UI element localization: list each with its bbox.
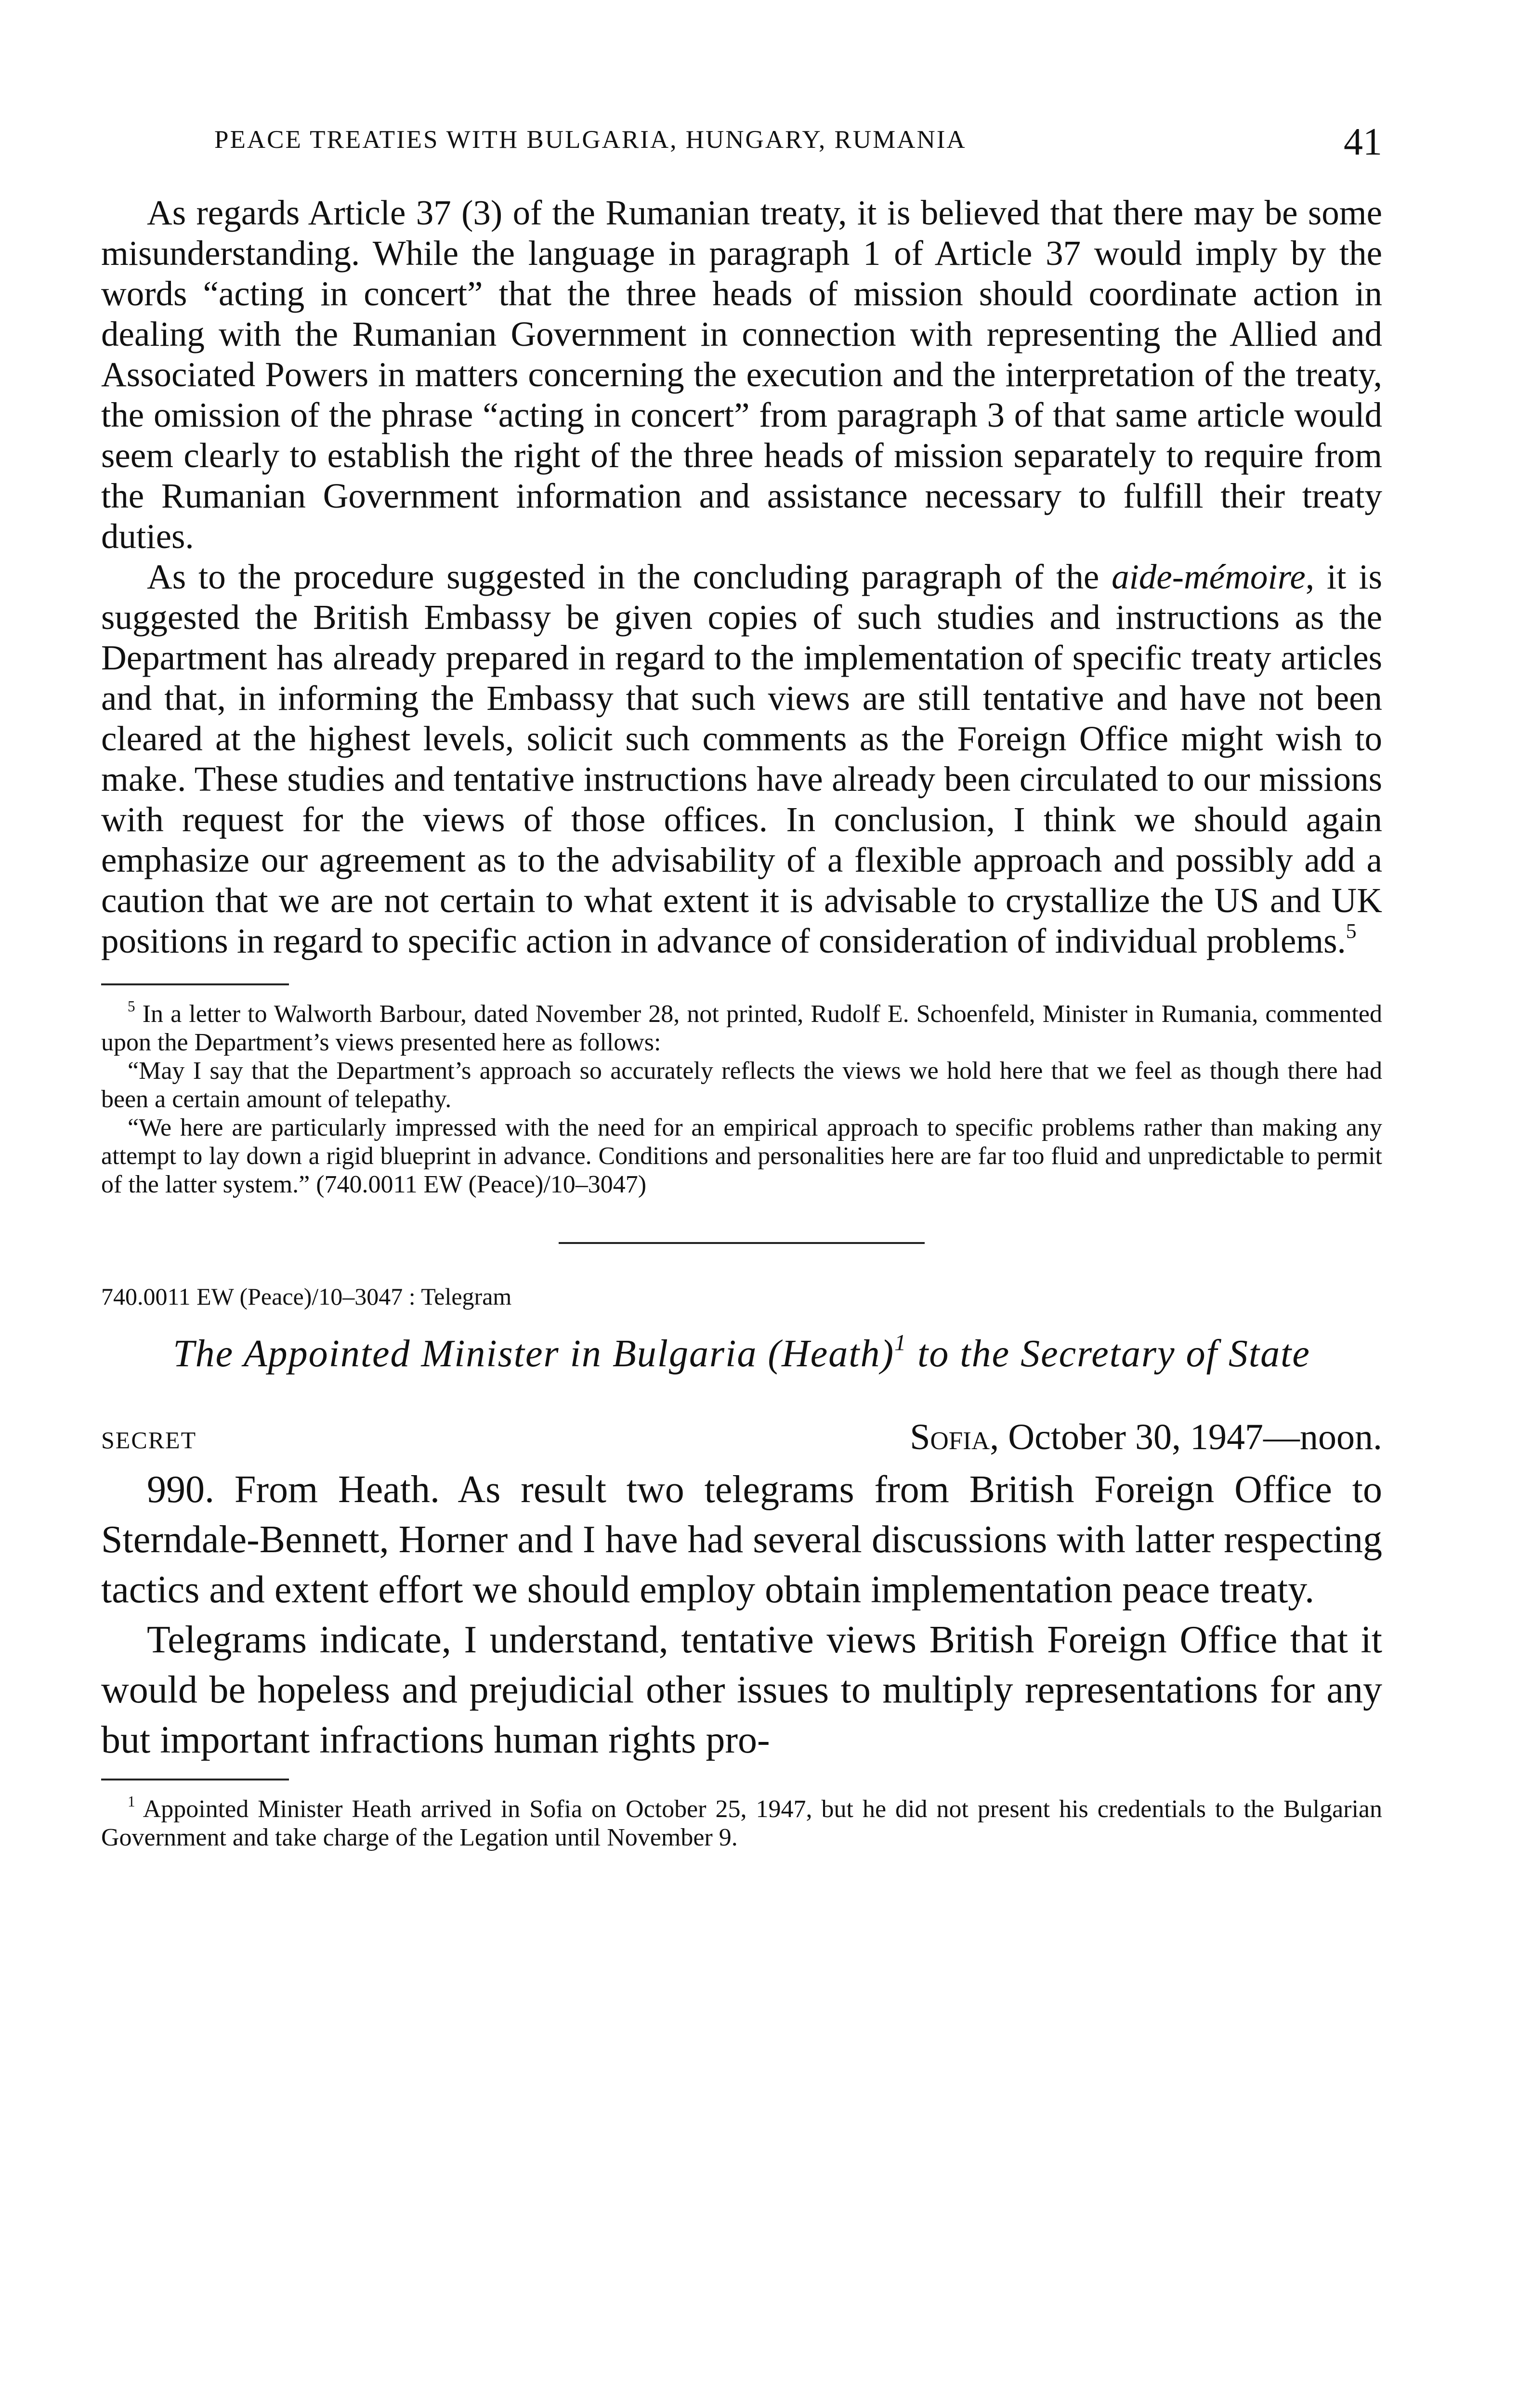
classification-label: SECRET: [101, 1426, 197, 1453]
running-title: PEACE TREATIES WITH BULGARIA, HUNGARY, RUMANIA: [214, 126, 967, 154]
footnote-5-mark: 5: [128, 998, 135, 1015]
page-number: 41: [1344, 121, 1382, 163]
footnote-1-text: Appointed Minister Heath arrived in Sofia on October 25, 1947, but he did not present his credentials to the Bulgarian Government and take charge of the Legation until November 9.: [101, 1795, 1382, 1851]
dateline: [101, 1416, 1382, 1460]
aide-memoire-term: aide-mémoire: [1112, 557, 1306, 596]
footnote-rule-2: [101, 1779, 289, 1780]
document-title-recipient: to the Secretary of State: [907, 1333, 1310, 1375]
document-title-sender: The Appointed Minister in Bulgaria (Heath): [173, 1333, 895, 1375]
document-page: [101, 0, 1382, 2408]
footnote-5-intro-text: In a letter to Walworth Barbour, dated November 28, not printed, Rudolf E. Schoenfeld, Minister in Rumania, commented upon the Department’s views presented here as follows:: [101, 1000, 1382, 1056]
running-head: [101, 120, 1382, 164]
footnote-5-quote-1: “May I say that the Department’s approach so accurately reflects the views we hold here that we feel as though there had been a certain amount of telepathy.: [101, 1057, 1382, 1113]
date-text: , October 30, 1947—noon.: [990, 1417, 1382, 1457]
footnote-1-mark: 1: [128, 1793, 135, 1810]
telegram-paragraph-2: Telegrams indicate, I understand, tentative views British Foreign Office that it would be hopeless and prejudicial other issues to multiply representations for any but important infractions human rights pro-: [101, 1619, 1382, 1761]
paragraph-article-37: As regards Article 37 (3) of the Rumanian treaty, it is believed that there may be some misunderstanding. While the language in paragraph 1 of Article 37 would imply by the words “acting in concert” that the three heads of mission should coordinate action in dealing with the Rumanian Government in connection with representing the Allied and Associated Powers in matters concerning the execution and the interpretation of the treaty, the omission of the phrase “acting in concert” from paragraph 3 of that same article would seem clearly to establish the right of the three heads of mission separately to require from the Rumanian Government information and assistance necessary to fulfill their treaty duties.: [101, 193, 1382, 556]
section-divider: [559, 1242, 925, 1244]
paragraph-procedure-start: As to the procedure suggested in the concluding paragraph of the: [147, 557, 1112, 596]
telegram-paragraph-1: 990. From Heath. As result two telegrams from British Foreign Office to Sterndale-Bennett, Horner and I have had several discussions with latter respecting tactics and extent effort we should employ obtain implementation peace treaty.: [101, 1468, 1382, 1611]
footnote-5-intro: [101, 1000, 1382, 1057]
document-file-reference: 740.0011 EW (Peace)/10–3047 : Telegram: [101, 1283, 512, 1310]
body-text: [101, 193, 1382, 1852]
footnote-ref-1: 1: [894, 1330, 907, 1356]
paragraph-procedure-rest: , it is suggested the British Embassy be given copies of such studies and instructions as the Department has already prepared in regard to the implementation of specific treaty articles and that, in informing the Embassy that such views are still tentative and have not been cleared at the highest levels, solicit such comments as the Foreign Office might wish to make. These studies and tentative instructions have already been circulated to our missions with request for the views of those offices. In conclusion, I think we should again emphasize our agreement as to the advisability of a flexible approach and possibly add a caution that we are not certain to what extent it is advisable to crystallize the US and UK positions in regard to specific action in advance of consideration of individual problems.: [101, 557, 1382, 960]
document-title: [101, 1330, 1382, 1378]
place-date: [910, 1416, 1382, 1458]
footnote-5-quote-2: “We here are particularly impressed with the need for an empirical approach to specific problems rather than making any attempt to lay down a rigid blueprint in advance. Conditions and personalities here are far too fluid and unpredictable to permit of the latter system.” (740.0011 EW (Peace)/10–3047): [101, 1114, 1382, 1198]
footnote-1: [101, 1795, 1382, 1852]
footnote-ref-5: 5: [1346, 919, 1357, 943]
footnote-rule: [101, 983, 289, 985]
place-name: Sofia: [910, 1417, 990, 1457]
paragraph-procedure: [101, 557, 1382, 961]
